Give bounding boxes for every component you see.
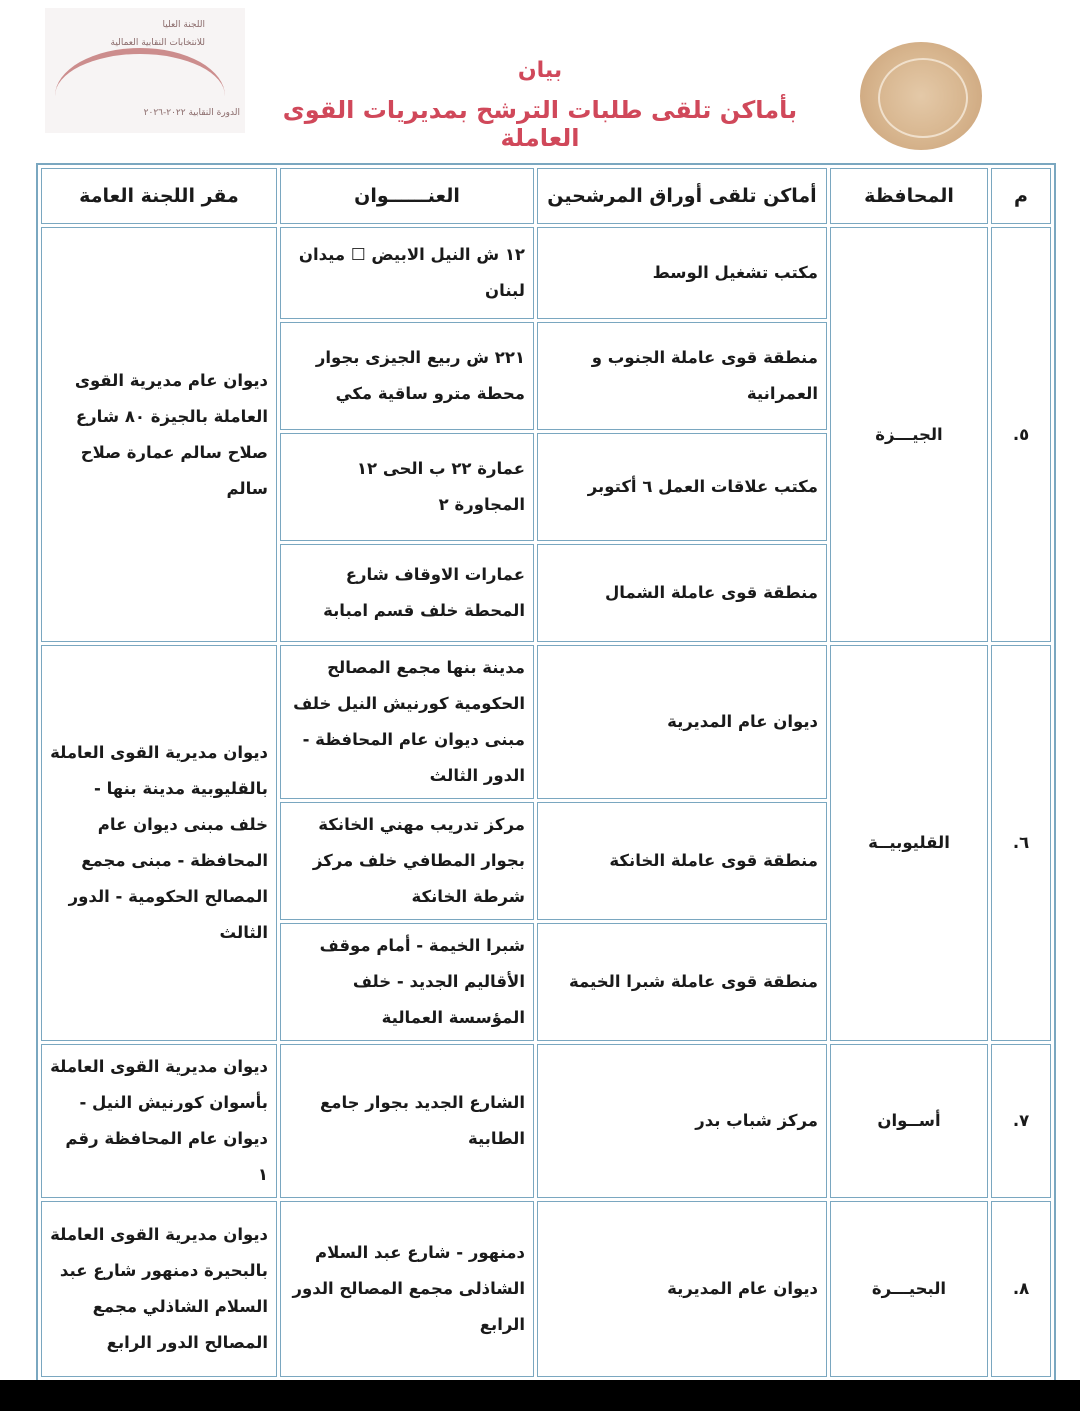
row-number: ٦. <box>991 645 1051 1041</box>
row-number: ٨. <box>991 1201 1051 1377</box>
logo-text: اللجنة العليا <box>162 20 205 30</box>
row-number: ٧. <box>991 1044 1051 1198</box>
column-header: المحافظة <box>830 168 988 224</box>
column-header: أماكن تلقى أوراق المرشحين <box>537 168 827 224</box>
address-cell: مركز تدريب مهني الخانكة بجوار المطافي خلف مركز شرطة الخانكة <box>280 802 534 920</box>
document-subtitle: بأماكن تلقى طلبات الترشح بمديريات القوى العاملة <box>282 96 798 152</box>
headquarters-cell: ديوان مديرية القوى العاملة بالقليوبية مدينة بنها - خلف مبنى ديوان عام المحافظة - مبنى مجمع المصالح الحكومية - الدور الثالث <box>41 645 277 1041</box>
address-cell: الشارع الجديد بجوار جامع الطابية <box>280 1044 534 1198</box>
governorate-cell: أســوان <box>830 1044 988 1198</box>
table-row <box>41 645 1051 799</box>
address-cell: ٢٢١ ش ربيع الجيزى بجوار محطة مترو ساقية مكي <box>280 322 534 430</box>
place-cell: منطقة قوى عاملة الشمال <box>537 544 827 642</box>
ministry-seal-logo <box>860 42 982 150</box>
column-header: العنــــــوان <box>280 168 534 224</box>
column-header: م <box>991 168 1051 224</box>
document-header <box>0 0 1080 160</box>
locations-table <box>36 163 1056 1382</box>
headquarters-cell: ديوان مديرية القوى العاملة بأسوان كورنيش النيل - ديوان عام المحافظة رقم ١ <box>41 1044 277 1198</box>
address-cell: عمارة ٢٢ ب الحى ١٢ المجاورة ٢ <box>280 433 534 541</box>
governorate-cell: القليوبيــة <box>830 645 988 1041</box>
address-cell: دمنهور - شارع عبد السلام الشاذلى مجمع المصالح الدور الرابع <box>280 1201 534 1377</box>
bottom-black-bar <box>0 1380 1080 1411</box>
headquarters-cell: ديوان عام مديرية القوى العاملة بالجيزة ٨٠ شارع صلاح سالم عمارة صلاح سالم <box>41 227 277 642</box>
place-cell: مكتب علاقات العمل ٦ أكتوبر <box>537 433 827 541</box>
place-cell: منطقة قوى عاملة الجنوب و العمرانية <box>537 322 827 430</box>
place-cell: مكتب تشغيل الوسط <box>537 227 827 319</box>
place-cell: منطقة قوى عاملة شبرا الخيمة <box>537 923 827 1041</box>
address-cell: شبرا الخيمة - أمام موقف الأقاليم الجديد - خلف المؤسسة العمالية <box>280 923 534 1041</box>
governorate-cell: البحيـــرة <box>830 1201 988 1377</box>
logo-text: للانتخابات النقابية العمالية <box>110 38 205 48</box>
table-row <box>41 227 1051 319</box>
address-cell: عمارات الاوقاف شارع المحطة خلف قسم امبابة <box>280 544 534 642</box>
place-cell: مركز شباب بدر <box>537 1044 827 1198</box>
address-cell: ١٢ ش النيل الابيض ☐ ميدان لبنان <box>280 227 534 319</box>
headquarters-cell: ديوان مديرية القوى العاملة بالبحيرة دمنهور شارع عبد السلام الشاذلي مجمع المصالح الدور الرابع <box>41 1201 277 1377</box>
column-header: مقر اللجنة العامة <box>41 168 277 224</box>
governorate-cell: الجيـــزة <box>830 227 988 642</box>
table-row <box>41 1201 1051 1377</box>
place-cell: منطقة قوى عاملة الخانكة <box>537 802 827 920</box>
table-row <box>41 1044 1051 1198</box>
place-cell: ديوان عام المديرية <box>537 645 827 799</box>
document-title: بيان <box>517 58 563 83</box>
address-cell: مدينة بنها مجمع المصالح الحكومية كورنيش النيل خلف مبنى ديوان عام المحافظة - الدور الثالث <box>280 645 534 799</box>
logo-text: الدورة النقابية ٢٠٢٢-٢٠٢٦ <box>143 108 240 118</box>
row-number: ٥. <box>991 227 1051 642</box>
place-cell: ديوان عام المديرية <box>537 1201 827 1377</box>
